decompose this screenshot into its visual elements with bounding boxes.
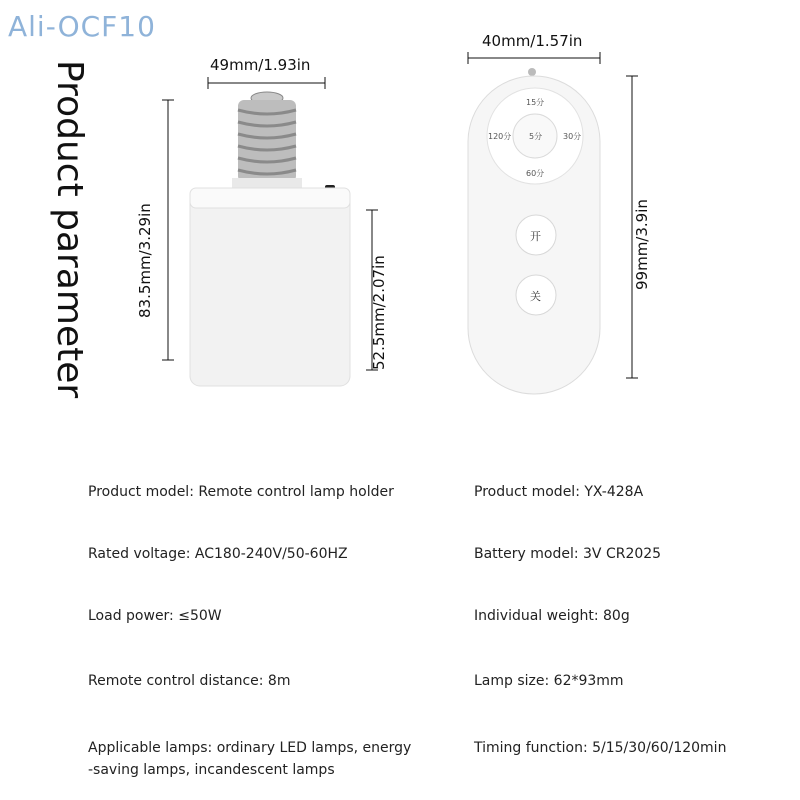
spec-individual-weight: Individual weight: 80g [474, 608, 630, 624]
holder-width-dimension-line [208, 77, 325, 89]
remote-width-dimension-line [468, 52, 600, 64]
spec-lamp-size: Lamp size: 62*93mm [474, 673, 624, 689]
dial-label-60: 60分 [526, 169, 545, 178]
off-button-label: 关 [530, 290, 541, 303]
spec-timing-function: Timing function: 5/15/30/60/120min [474, 740, 727, 756]
spec-applicable-lamps-line1: Applicable lamps: ordinary LED lamps, energy [88, 740, 412, 756]
spec-product-model-holder: Product model: Remote control lamp holder [88, 484, 394, 500]
dial-label-15: 15分 [526, 98, 545, 107]
holder-height-label: 83.5mm/3.29in [136, 203, 154, 318]
spec-load-power: Load power: ≤50W [88, 608, 222, 624]
remote-control-illustration [460, 50, 650, 400]
spec-rated-voltage: Rated voltage: AC180-240V/50-60HZ [88, 546, 348, 562]
on-button-label: 开 [530, 230, 541, 243]
remote-height-label: 99mm/3.9in [633, 199, 651, 290]
page-title [38, 60, 98, 399]
dial-label-30: 30分 [563, 132, 582, 141]
dial-label-5: 5分 [529, 132, 543, 141]
holder-body [190, 188, 350, 386]
spec-battery-model: Battery model: 3V CR2025 [474, 546, 662, 562]
holder-height-dimension-line [162, 100, 174, 360]
watermark: Ali-OCF10 [8, 10, 156, 43]
page-title-text: Product parameter [49, 60, 90, 399]
remote-ir-emitter [528, 68, 536, 76]
lamp-holder-illustration [150, 60, 400, 400]
dial-label-120: 120分 [488, 132, 512, 141]
holder-width-label: 49mm/1.93in [210, 56, 311, 74]
screw-socket [232, 92, 302, 188]
spec-product-model-remote: Product model: YX-428A [474, 484, 644, 500]
holder-body-height-label: 52.5mm/2.07in [370, 255, 388, 370]
spec-remote-distance: Remote control distance: 8m [88, 673, 291, 689]
remote-width-label: 40mm/1.57in [482, 32, 583, 50]
spec-applicable-lamps-line2: -saving lamps, incandescent lamps [88, 762, 335, 778]
